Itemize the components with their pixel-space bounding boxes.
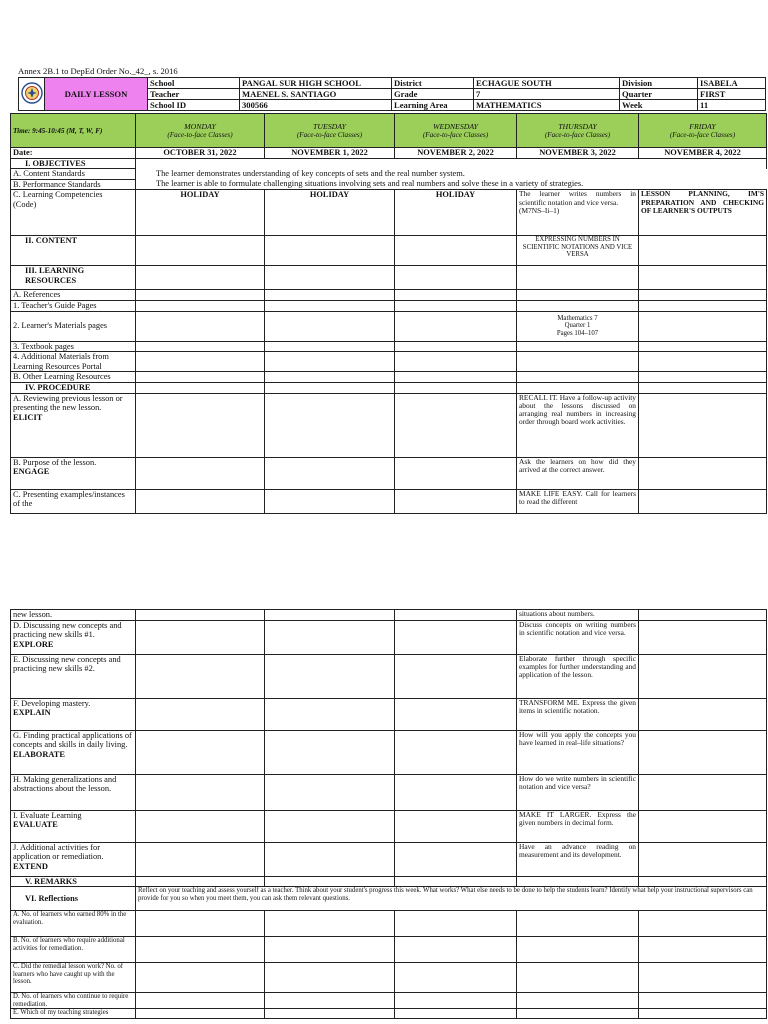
holiday-wednesday: HOLIDAY: [395, 190, 517, 236]
school-label: School: [148, 78, 240, 89]
reflection-d: D. No. of learners who continue to require remediation.: [11, 993, 136, 1009]
district-value: ECHAGUE SOUTH: [474, 78, 620, 89]
proc-h-label: H. Making generalizations and abstractions about the lesson.: [11, 774, 136, 810]
proc-g-label: G. Finding practical applications of concepts and skills in daily living. ELABORATE: [11, 730, 136, 774]
content-thursday: EXPRESSING NUMBERS IN SCIENTIFIC NOTATIONS AND VICE VERSA: [517, 236, 639, 266]
competency-friday: LESSON PLANNING, IM'S PREPARATION AND CHECKING OF LEARNER'S OUTPUTS: [639, 190, 767, 236]
proc-j-thursday: Have an advance reading on measurement and its development.: [517, 842, 639, 876]
performance-standards-text: The learner is able to formulate challenging situations involving sets and real numbers and solve these in a variety of strategies.: [156, 179, 584, 189]
reflections-text: Reflect on your teaching and assess yourself as a teacher. Think about your student's progress this week. What works? What else needs to be done to help the students learn? Identify what help your instructional supervisors can provide for you so when you meet them, you can ask them relevant questions.: [136, 887, 767, 911]
learning-competencies-label: C. Learning Competencies (Code): [11, 190, 136, 236]
grade-label: Grade: [392, 89, 474, 100]
day-header-thursday: THURSDAY (Face-to-face Classes): [517, 114, 639, 148]
proc-g-thursday: How will you apply the concepts you have learned in real–life situations?: [517, 730, 639, 774]
schoolid-label: School ID: [148, 100, 240, 111]
procedure-heading: IV. PROCEDURE: [11, 382, 136, 393]
division-value: ISABELA: [698, 78, 766, 89]
day-header-tuesday: TUESDAY (Face-to-face Classes): [265, 114, 395, 148]
deped-seal-logo: [19, 78, 45, 111]
proc-a-thursday: RECALL IT. Have a follow-up activity about the lessons discussed on arranging real numbers in increasing order through board work activities.: [517, 393, 639, 457]
schoolid-value: 300566: [240, 100, 392, 111]
teacher-value: MAENEL S. SANTIAGO: [240, 89, 392, 100]
teacher-label: Teacher: [148, 89, 240, 100]
school-value: PANGAL SUR HIGH SCHOOL: [240, 78, 392, 89]
teachers-guide-label: 1. Teacher's Guide Pages: [11, 300, 136, 311]
date-label: Date:: [11, 148, 136, 159]
date-thursday: NOVEMBER 3, 2022: [517, 148, 639, 159]
reflection-a: A. No. of learners who earned 80% in the evaluation.: [11, 911, 136, 937]
date-tuesday: NOVEMBER 1, 2022: [265, 148, 395, 159]
day-header-wednesday: WEDNESDAY (Face-to-face Classes): [395, 114, 517, 148]
holiday-tuesday: HOLIDAY: [265, 190, 395, 236]
date-wednesday: NOVEMBER 2, 2022: [395, 148, 517, 159]
district-label: District: [392, 78, 474, 89]
proc-b-thursday: Ask the learners on how did they arrived at the correct answer.: [517, 457, 639, 489]
lesson-table-part1: [10, 113, 767, 514]
learners-materials-label: 2. Learner's Materials pages: [11, 311, 136, 341]
proc-f-thursday: TRANSFORM ME. Express the given items in scientific notation.: [517, 698, 639, 730]
learners-materials-thursday: Mathematics 7 Quarter 1 Pages 104–107: [517, 311, 639, 341]
content-standards-label: A. Content Standards: [11, 169, 136, 180]
proc-c-thursday: MAKE LIFE EASY. Call for learners to read the different: [517, 489, 639, 513]
proc-f-label: F. Developing mastery. EXPLAIN: [11, 698, 136, 730]
proc-d-label: D. Discussing new concepts and practicing new skills #1. EXPLORE: [11, 620, 136, 654]
date-friday: NOVEMBER 4, 2022: [639, 148, 767, 159]
proc-d-thursday: Discuss concepts on writing numbers in scientific notation and vice versa.: [517, 620, 639, 654]
annex-reference: Annex 2B.1 to DepEd Order No._42_, s. 2016: [18, 66, 178, 76]
performance-standards-label: B. Performance Standards: [11, 179, 136, 190]
holiday-monday: HOLIDAY: [136, 190, 265, 236]
area-value: MATHEMATICS: [474, 100, 620, 111]
content-heading: II. CONTENT: [11, 236, 136, 266]
day-header-friday: FRIDAY (Face-to-face Classes): [639, 114, 767, 148]
date-monday: OCTOBER 31, 2022: [136, 148, 265, 159]
learning-resources-heading: III. LEARNING RESOURCES: [11, 266, 136, 290]
lesson-table-part2: [10, 609, 767, 1019]
proc-b-tag: ENGAGE: [13, 467, 50, 477]
proc-c-thursday-cont: situations about numbers.: [517, 610, 639, 621]
proc-c-label: C. Presenting examples/instances of the: [11, 489, 136, 513]
daily-lesson-title: DAILY LESSON: [45, 78, 148, 111]
proc-h-thursday: How do we write numbers in scientific notation and vice versa?: [517, 774, 639, 810]
proc-a-tag: ELICIT: [13, 412, 43, 422]
quarter-label: Quarter: [620, 89, 698, 100]
proc-e-label: E. Discussing new concepts and practicing new skills #2.: [11, 654, 136, 698]
objectives-heading: I. OBJECTIVES: [11, 158, 136, 169]
other-resources-label: B. Other Learning Resources: [11, 372, 136, 383]
area-label: Learning Area: [392, 100, 474, 111]
proc-i-thursday: MAKE IT LARGER. Express the given numbers in decimal form.: [517, 810, 639, 842]
grade-value: 7: [474, 89, 620, 100]
proc-c-label-cont: new lesson.: [11, 610, 136, 621]
day-header-monday: MONDAY (Face-to-face Classes): [136, 114, 265, 148]
quarter-value: FIRST: [698, 89, 766, 100]
week-value: 11: [698, 100, 766, 111]
remarks-heading: V. REMARKS: [11, 876, 136, 887]
reflection-b: B. No. of learners who require additional activities for remediation.: [11, 937, 136, 963]
proc-j-label: J. Additional activities for application or remediation. EXTEND: [11, 842, 136, 876]
division-label: Division: [620, 78, 698, 89]
proc-i-label: I. Evaluate Learning EVALUATE: [11, 810, 136, 842]
proc-a-label: A. Reviewing previous lesson or presenting the new lesson. ELICIT: [11, 393, 136, 457]
proc-e-thursday: Elaborate further through specific examples for further understanding and application of the lesson.: [517, 654, 639, 698]
week-label: Week: [620, 100, 698, 111]
references-label: A. References: [11, 290, 136, 301]
competency-thursday: The learner writes numbers in scientific notation and vice versa. (M7NS–Ii–1): [517, 190, 639, 236]
header-table: [18, 77, 766, 111]
proc-b-label: B. Purpose of the lesson. ENGAGE: [11, 457, 136, 489]
reflections-heading: VI. Reflections: [11, 887, 136, 911]
reflection-e: E. Which of my teaching strategies: [11, 1009, 136, 1019]
reflection-c: C. Did the remedial lesson work? No. of learners who have caught up with the lesson.: [11, 963, 136, 993]
time-label: Time: 9:45-10:45 (M, T, W, F): [11, 114, 136, 148]
content-standards-text: The learner demonstrates understanding of key concepts of sets and the real number system.: [156, 168, 465, 178]
textbook-pages-label: 3. Textbook pages: [11, 341, 136, 352]
additional-materials-label: 4. Additional Materials from Learning Resources Portal: [11, 352, 136, 372]
objectives-blank: [136, 158, 767, 169]
